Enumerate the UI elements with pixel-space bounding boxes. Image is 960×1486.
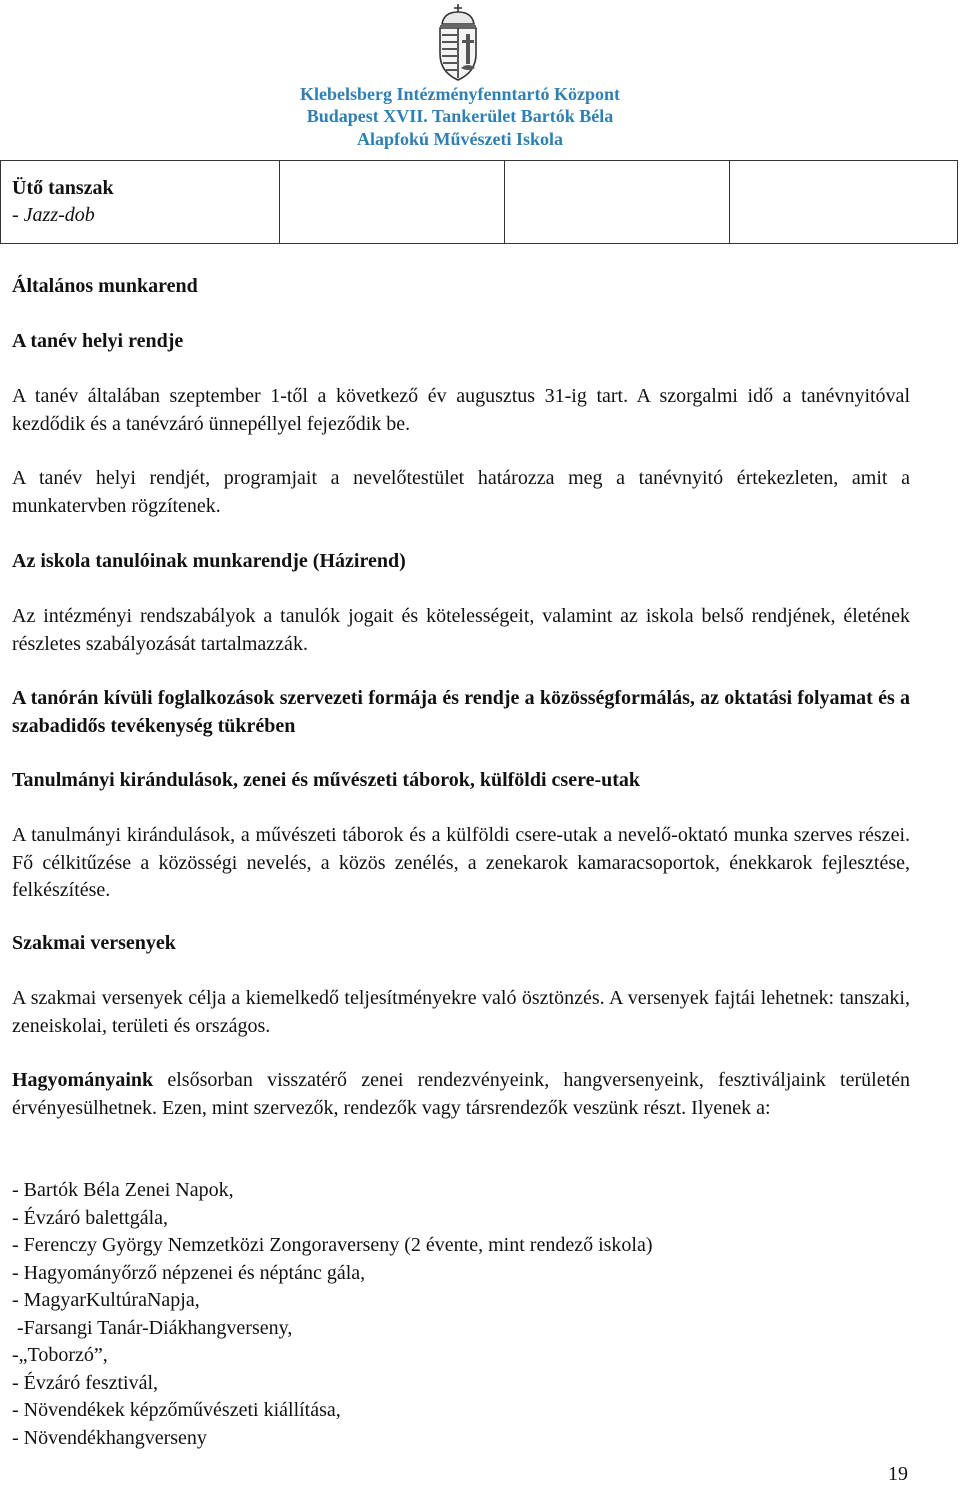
section-title-general: Általános munkarend [12,275,198,297]
list-item: -„Toborzó”, [12,1344,108,1366]
list-item: - Évzáró fesztivál, [12,1372,159,1394]
paragraph-school-year: A tanév általában szeptember 1-től a következő év augusztus 31-ig tart. A szorgalmi idő a tanévnyitóval kezdődik és a tanévzáró ünnepéllyel fejeződik be. [12,385,910,435]
paragraph-competitions: A szakmai versenyek célja a kiemelkedő teljesítményekre való ösztönzés. A versenyek fajtái lehetnek: tanszaki, zeneiskolai, területi és országos. [12,987,910,1037]
list-item: - Évzáró balettgála, [12,1207,169,1229]
subject-cell [1,161,280,244]
department-name: Ütő tanszak [12,177,114,199]
page-number: 19 [888,1463,908,1485]
section-title-trips: Tanulmányi kirándulások, zenei és művészeti táborok, külföldi csere-utak [12,769,641,791]
section-title-competitions: Szakmai versenyek [12,932,176,954]
paragraph-trips: A tanulmányi kirándulások, a művészeti táborok és a külföldi csere-utak a nevelő-oktató munka szerves részei. Fő célkitűzése a közösségi nevelés, a közös zenélés, a zenekarok kamaracsoportok, énekkarok fejlesztése, felkészítése. [12,824,910,901]
header-line-1: Klebelsberg Intézményfenntartó Központ [300,84,620,104]
list-item: - Növendékhangverseny [12,1427,207,1449]
list-item: - Ferenczy György Nemzetközi Zongoraverseny (2 évente, mint rendező iskola) [12,1234,653,1256]
list-item: - Bartók Béla Zenei Napok, [12,1179,234,1201]
subject-name: - Jazz-dob [12,204,95,226]
empty-cell [730,161,958,244]
section-title-house-rules: Az iskola tanulóinak munkarendje (Házirend) [12,550,406,572]
section-title-extracurricular: A tanórán kívüli foglalkozások szervezeti formája és rendje a közösségformálás, az oktatási folyamat és a szabadidős tevékenység tükrében [12,687,910,737]
header-line-2: Budapest XVII. Tankerület Bartók Béla [306,106,614,126]
subject-table [0,160,958,244]
list-item: - Hagyományőrző népzenei és néptánc gála, [12,1262,366,1284]
list-item: -Farsangi Tanár-Diákhangverseny, [12,1317,293,1339]
traditions-bold-word: Hagyományaink [12,1069,154,1091]
list-item: - Növendékek képzőművészeti kiállítása, [12,1399,341,1421]
empty-cell [280,161,505,244]
paragraph-house-rules: Az intézményi rendszabályok a tanulók jogait és kötelességeit, valamint az iskola belső rendjének, életének részletes szabályozását tartalmazzák. [12,605,910,655]
hungarian-coat-of-arms-icon [430,2,486,82]
section-title-local-order: A tanév helyi rendje [12,330,184,352]
table-row [1,161,958,244]
empty-cell [505,161,730,244]
traditions-text: elsősorban visszatérő zenei rendezvényeink, hangversenyeink, fesztiváljaink területén érvényesülhetnek. Ezen, mint szervezők, rendezők vagy társrendezők veszünk részt. Ilyenek a: [12,1069,910,1119]
header-line-3: Alapfokú Művészeti Iskola [356,129,563,149]
paragraph-programs: A tanév helyi rendjét, programjait a nevelőtestület határozza meg a tanévnyitó értekezleten, amit a munkatervben rögzítenek. [12,467,910,517]
paragraph-traditions [12,1067,910,1122]
list-item: - MagyarKultúraNapja, [12,1289,200,1311]
